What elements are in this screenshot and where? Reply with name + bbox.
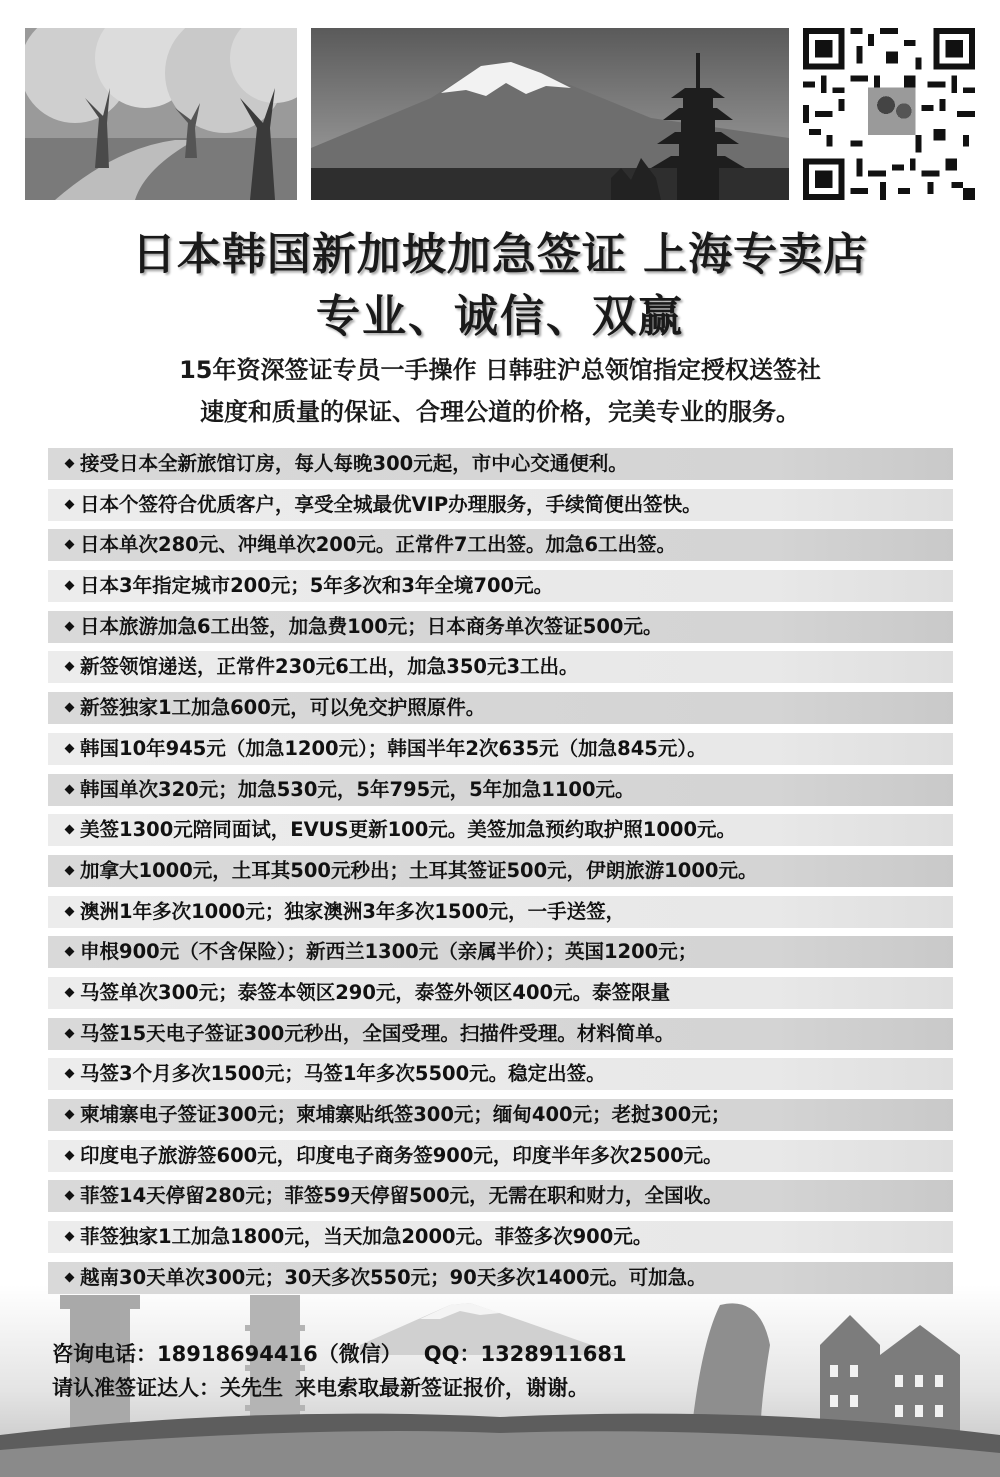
diamond-bullet-icon: [65, 499, 75, 509]
cherry-blossom-photo: [25, 28, 297, 200]
offer-item: [48, 651, 953, 683]
diamond-bullet-icon: [65, 1110, 75, 1120]
diamond-bullet-icon: [65, 703, 75, 713]
offer-item: [48, 570, 953, 602]
contact-person-line: [52, 1372, 589, 1402]
wechat-qr-code: [803, 28, 975, 200]
diamond-bullet-icon: [65, 540, 75, 550]
offer-item: [48, 896, 953, 928]
offer-item: [48, 1180, 953, 1212]
offer-text: 澳洲1年多次1000元；独家澳洲3年多次1500元，一手送签，: [80, 899, 626, 923]
offer-text: 韩国单次320元；加急530元，5年795元，5年加急1100元。: [80, 777, 635, 801]
offer-text: 日本单次280元、冲绳单次200元。正常件7工出签。加急6工出签。: [80, 533, 677, 557]
offer-item: [48, 529, 953, 561]
offer-item: [48, 692, 953, 724]
contact-person: 关先生: [220, 1376, 283, 1400]
offer-item: [48, 1140, 953, 1172]
mount-fuji-pagoda-photo: [311, 28, 789, 200]
diamond-bullet-icon: [65, 621, 75, 631]
qq-number[interactable]: 1328911681: [480, 1342, 627, 1366]
diamond-bullet-icon: [65, 1272, 75, 1282]
diamond-bullet-icon: [65, 987, 75, 997]
offer-item: [48, 977, 953, 1009]
offer-item: [48, 489, 953, 521]
offer-text: 印度电子旅游签600元，印度电子商务签900元，印度半年多次2500元。: [80, 1143, 723, 1167]
offer-text: 日本3年指定城市200元；5年多次和3年全境700元。: [80, 574, 554, 598]
offer-item: [48, 611, 953, 643]
diamond-bullet-icon: [65, 865, 75, 875]
diamond-bullet-icon: [65, 825, 75, 835]
phone-number[interactable]: 18918694416: [157, 1342, 318, 1366]
offer-text: 美签1300元陪同面试，EVUS更新100元。美签加急预约取护照1000元。: [80, 818, 737, 842]
diamond-bullet-icon: [65, 1069, 75, 1079]
quote-note: 来电索取最新签证报价，谢谢。: [295, 1376, 589, 1400]
offer-text: 马签单次300元；泰签本领区290元，泰签外领区400元。泰签限量: [80, 980, 671, 1004]
offer-item: [48, 1058, 953, 1090]
offer-text: 菲签独家1工加急1800元，当天加急2000元。菲签多次900元。: [80, 1225, 653, 1249]
offer-text: 日本个签符合优质客户，享受全城最优VIP办理服务，手续简便出签快。: [80, 492, 702, 516]
diamond-bullet-icon: [65, 1232, 75, 1242]
contact-line: [52, 1338, 627, 1368]
diamond-bullet-icon: [65, 1191, 75, 1201]
diamond-bullet-icon: [65, 906, 75, 916]
offer-text: 马签3个月多次1500元；马签1年多次5500元。稳定出签。: [80, 1062, 606, 1086]
offer-item: [48, 1099, 953, 1131]
phone-label: 咨询电话：: [52, 1342, 157, 1366]
diamond-bullet-icon: [65, 662, 75, 672]
offer-text: 接受日本全新旅馆订房，每人每晚300元起，市中心交通便利。: [80, 452, 628, 475]
subtitle-experience: 15年资深签证专员一手操作 日韩驻沪总领馆指定授权送签社: [179, 356, 821, 384]
offer-item: [48, 448, 953, 480]
diamond-bullet-icon: [65, 1028, 75, 1038]
qq-label: QQ：: [423, 1342, 481, 1366]
diamond-bullet-icon: [65, 947, 75, 957]
offer-item: [48, 774, 953, 806]
page-slogan: 专业、诚信、双赢: [316, 291, 684, 342]
diamond-bullet-icon: [65, 459, 75, 469]
offer-list: [48, 448, 953, 1302]
offer-item: [48, 855, 953, 887]
phone-note: （微信）: [317, 1342, 402, 1366]
offer-item: [48, 1018, 953, 1050]
diamond-bullet-icon: [65, 743, 75, 753]
diamond-bullet-icon: [65, 581, 75, 591]
offer-text: 马签15天电子签证300元秒出，全国受理。扫描件受理。材料简单。: [80, 1021, 675, 1045]
offer-item: [48, 936, 953, 968]
offer-item: [48, 1262, 953, 1294]
diamond-bullet-icon: [65, 784, 75, 794]
offer-item: [48, 1221, 953, 1253]
offer-text: 日本旅游加急6工出签，加急费100元；日本商务单次签证500元。: [80, 614, 663, 638]
offer-text: 越南30天单次300元；30天多次550元；90天多次1400元。可加急。: [80, 1265, 707, 1289]
offer-text: 新签独家1工加急600元，可以免交护照原件。: [80, 696, 486, 720]
offer-text: 韩国10年945元（加急1200元）；韩国半年2次635元（加急845元）。: [80, 736, 707, 760]
offer-item: [48, 733, 953, 765]
offer-text: 新签领馆递送，正常件230元6工出，加急350元3工出。: [80, 655, 579, 679]
offer-text: 加拿大1000元，土耳其500元秒出；土耳其签证500元，伊朗旅游1000元。: [80, 858, 758, 882]
subtitle-promise: 速度和质量的保证、合理公道的价格，完美专业的服务。: [200, 398, 800, 426]
offer-text: 柬埔寨电子签证300元；柬埔寨贴纸签300元；缅甸400元；老挝300元；: [80, 1103, 731, 1126]
diamond-bullet-icon: [65, 1150, 75, 1160]
offer-text: 申根900元（不含保险）；新西兰1300元（亲属半价）；英国1200元；: [80, 940, 698, 964]
offer-text: 菲签14天停留280元；菲签59天停留500元，无需在职和财力，全国收。: [80, 1184, 723, 1208]
page-title: 日本韩国新加坡加急签证 上海专卖店: [131, 229, 869, 280]
person-label: 请认准签证达人：: [52, 1376, 220, 1400]
offer-item: [48, 814, 953, 846]
